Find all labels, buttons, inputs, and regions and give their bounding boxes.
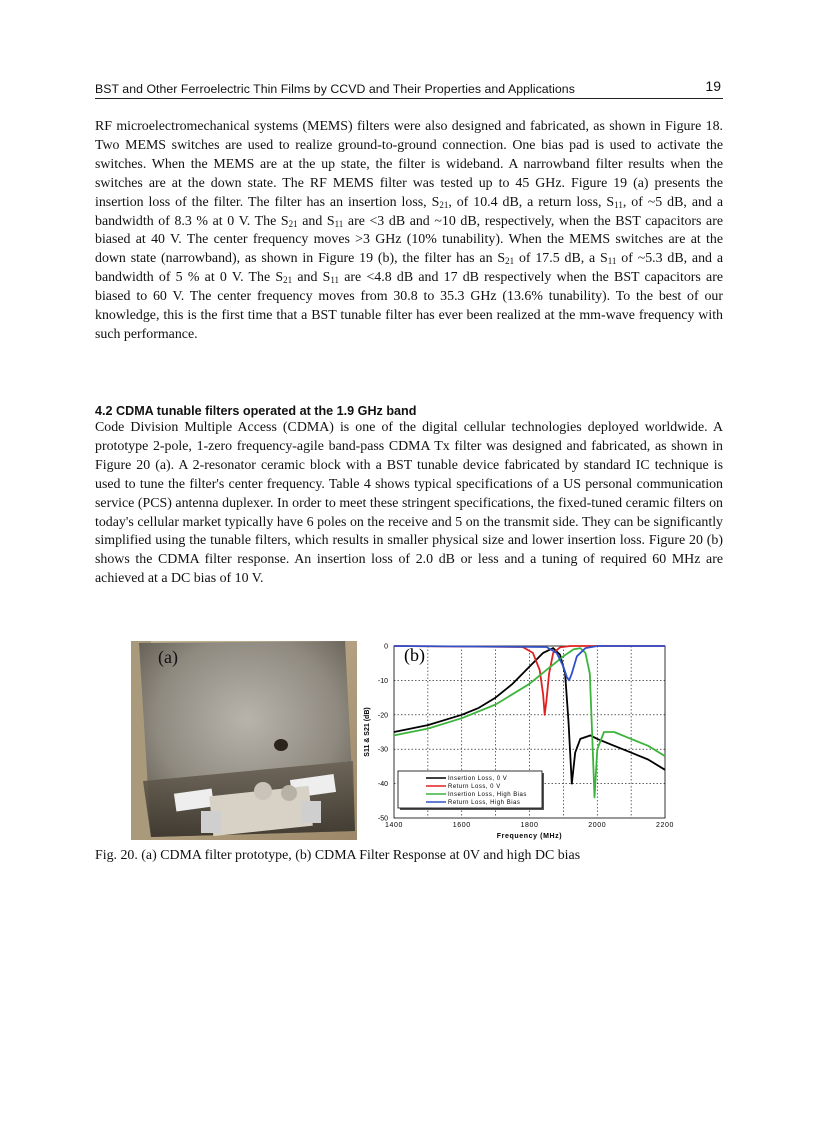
x-tick-label: 1800 xyxy=(520,822,539,829)
photo-illustration xyxy=(131,641,357,840)
x-tick-label: 1400 xyxy=(385,822,403,829)
y-tick-label: -40 xyxy=(377,781,388,789)
legend-entry-1: Insertion Loss, 0 V xyxy=(448,776,508,783)
cdma-filter-photo xyxy=(131,641,357,840)
chart-svg xyxy=(357,641,679,843)
panel-label-b: (b) xyxy=(404,645,425,665)
running-title: BST and Other Ferroelectric Thin Films by CCVD and Their Properties and Applications xyxy=(95,82,575,96)
paragraph-mems: RF microelectromechanical systems (MEMS) filters were also designed and fabricated, as shown in Figure 18. Two MEMS switches are used to realize ground-to-ground connection. One bias pad is used to activate the switches. When the MEMS are at the up state, the filter is wideband. A narrowband filter results when the switches are at the down state. The RF MEMS filter was tested up to 45 GHz. Figure 19 (a) presents the insertion loss of the filter. The filter has an insertion loss, $S_{21}$, of 10.4 dB, a return loss, $S_{11}$, of ~5 dB, and a bandwidth of 8.3 % at 0 V. The $S_{21}$ and $S_{11}$ are <3 dB and ~10 dB, respectively, when the BST capacitors are biased at 40 V. The center frequency moves >3 GHz (10% tunability). When the MEMS switches are at the down state (narrowband), as shown in Figure 19 (b), the filter has an $S_{21}$ of 17.5 dB, a $S_{11}$ of ~5.3 dB, and a bandwidth of 5 % at 0 V. The $S_{21}$ and $S_{11}$ are <4.8 dB and 17 dB respectively when the BST capacitors are biased to 60 V. The center frequency moves from 30.8 to 35.3 GHz (13.6% tunability). To the best of our knowledge, this is the first time that a BST tunable filter has ever been realized at the mm-wave frequency with such performance. xyxy=(95,119,723,342)
x-tick-label: 2200 xyxy=(656,822,674,829)
y-tick-label: -20 xyxy=(377,712,388,720)
x-tick-label: 1600 xyxy=(452,822,471,829)
y-tick-label: -50 xyxy=(377,815,388,823)
legend-entry-2: Return Loss, 0 V xyxy=(448,784,501,791)
x-tick-label: 2000 xyxy=(588,822,607,829)
y-tick-label: -10 xyxy=(377,677,388,685)
y-axis-label: S11 & S21 (dB) xyxy=(364,707,371,757)
page-number: 19 xyxy=(705,78,721,94)
cdma-response-chart xyxy=(357,641,679,843)
legend-entry-3: Insertion Loss, High Bias xyxy=(448,792,527,799)
y-tick-label: -30 xyxy=(377,746,388,754)
y-tick-label: 0 xyxy=(384,643,388,651)
figure-caption: Fig. 20. (a) CDMA filter prototype, (b) CDMA Filter Response at 0V and high DC bias xyxy=(95,848,581,863)
paragraph-cdma: Code Division Multiple Access (CDMA) is one of the digital cellular technologies deployed worldwide. A prototype 2-pole, 1-zero frequency-agile band-pass CDMA Tx filter was designed and fabricated, as shown in Figure 20 (a). A 2-resonator ceramic block with a BST tunable device fabricated by standard IC technique is used to tune the filter's center frequency. Table 4 shows typical specifications of a US personal communication service (PCS) antenna duplexer. In order to meet these stringent specifications, the fixed-tuned ceramic filters on today's cellular market typically have 6 poles on the receive and 5 on the transmit side. They can be significantly simplified using the tunable filters, which results in smaller physical size and lower insertion loss. Figure 20 (b) shows the CDMA filter response. An insertion loss of 2.0 dB or less and a tuning of required 60 MHz are achieved at a DC bias of 10 V. xyxy=(95,420,723,587)
legend-entry-4: Return Loss, High Bias xyxy=(448,800,521,807)
section-heading-4-2: 4.2 CDMA tunable filters operated at the 1.9 GHz band xyxy=(95,404,417,418)
x-axis-label: Frequency (MHz) xyxy=(496,833,563,840)
panel-label-a: (a) xyxy=(158,647,178,667)
page-header xyxy=(95,80,723,99)
